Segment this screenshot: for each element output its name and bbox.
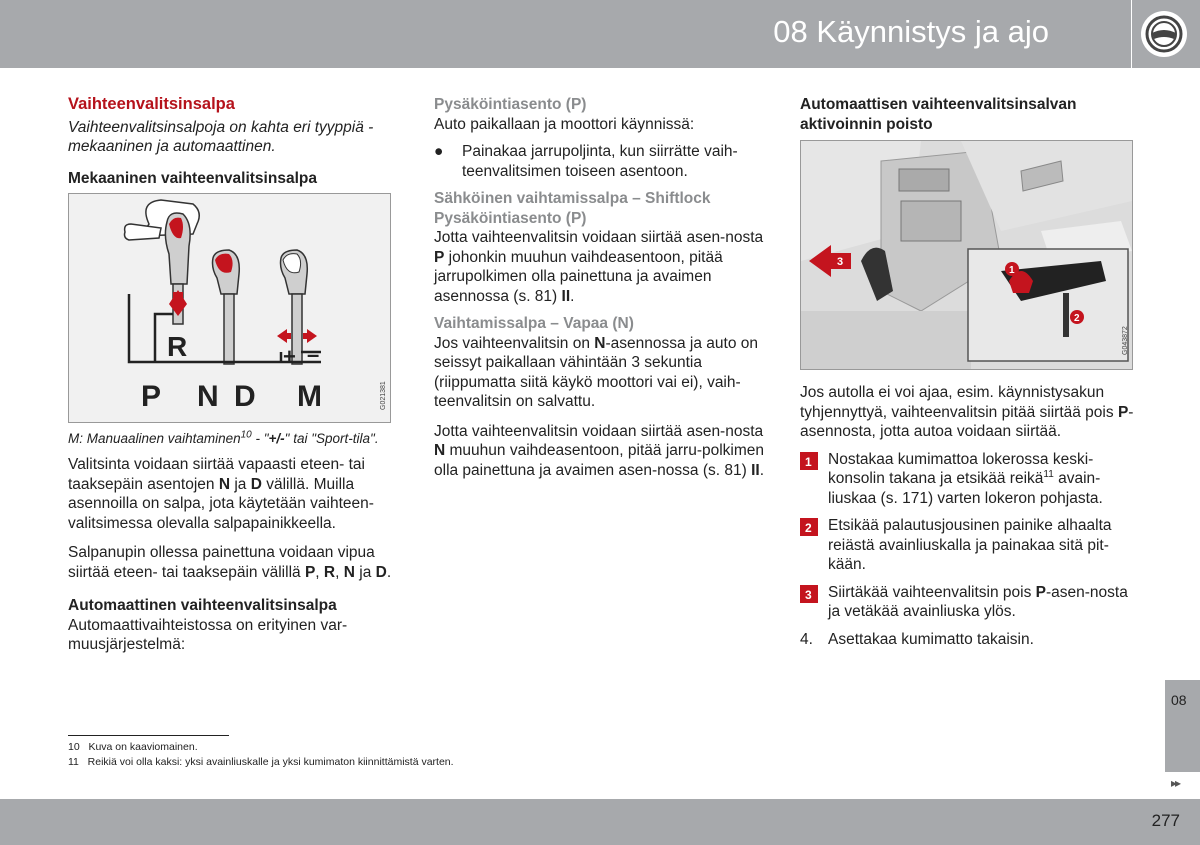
footnote-10	[68, 740, 568, 755]
gear-m-label: M	[297, 380, 322, 413]
text: -asennosta, jotta autoa voidaan siirtää.	[800, 403, 1134, 440]
console-photo	[800, 140, 1133, 370]
photo-step-3: 3	[837, 256, 844, 268]
chapter-title: 08 Käynnistys ja ajo	[773, 14, 1049, 49]
column-3	[800, 95, 1135, 649]
gear-lock-illustration	[68, 193, 391, 423]
heading-automatic-lock: Automaattinen vaihteenvalitsinsalpa	[68, 597, 337, 614]
text: Jos autolla ei voi ajaa, esim. käynnistysakun tyhjennyttyä, vaihteenvalitsin pitää siirtää pois	[800, 384, 1118, 421]
figure-caption	[68, 430, 393, 447]
footnote-number: 11	[68, 756, 79, 768]
gear-minus-label: –	[307, 342, 320, 367]
text: Valitsinta voidaan siirtää vapaasti eteen- tai taaksepäin asentojen	[68, 456, 365, 493]
caption-text-c: " tai "Sport-tila".	[284, 431, 379, 446]
heading-parking-position-2: Pysäköintiasento (P)	[434, 209, 587, 227]
intro-text: Vaihteenvalitsinsalpoja on kahta eri tyyppiä - mekaaninen ja automaattinen.	[68, 118, 374, 155]
step-2-number: 2	[805, 521, 812, 535]
step-2	[800, 516, 1135, 575]
steering-wheel-icon	[1141, 11, 1187, 57]
paragraph-1	[68, 455, 393, 533]
text: ,	[335, 563, 344, 581]
footnote-divider	[68, 735, 229, 736]
text-bold: N	[218, 475, 231, 493]
paragraph-2	[68, 543, 393, 582]
caption-text-a: M: Manuaalinen vaihtaminen	[68, 431, 241, 446]
text: ja	[230, 475, 251, 493]
text-bold: P	[434, 248, 445, 266]
caption-text-b: - "	[251, 431, 269, 446]
step-3	[800, 583, 1135, 622]
bullet-text: Painakaa jarrupoljinta, kun siirrätte vaih-teenvalitsimen toiseen asentoon.	[462, 143, 738, 180]
step-1-text-b: avain-liuskaa (s. 171) varten lokeron pohjasta.	[828, 470, 1103, 507]
text: -asen-nosta ja vetäkää avainliuska ylös.	[828, 583, 1128, 620]
text-bold: P	[1117, 403, 1129, 421]
photo-code: G043872	[1122, 326, 1129, 355]
text: ja	[354, 563, 376, 581]
gear-d-label: D	[234, 380, 256, 413]
text: .	[759, 461, 765, 479]
step-1-text-a: Nostakaa kumimattoa lokerossa keski-konsolin takana ja etsikää reikä	[828, 450, 1094, 487]
step-4-text: Asettakaa kumimatto takaisin.	[828, 630, 1034, 648]
step-2-icon	[800, 518, 818, 536]
gear-r-label: R	[167, 331, 188, 362]
column-2	[434, 95, 769, 480]
step-4	[800, 630, 1135, 650]
override-intro	[800, 383, 1135, 442]
gear-n-label: N	[197, 380, 219, 413]
text-bold: R	[323, 563, 336, 581]
step-1-icon	[800, 452, 818, 470]
step-4-number: 4.	[800, 630, 813, 648]
text-bold: D	[375, 563, 387, 581]
section-heading-gear-lock: Vaihteenvalitsinsalpa	[68, 95, 235, 113]
text: muuhun vaihdeasentoon, pitää jarru-polkimen olla painettuna ja avaimen asen-nossa (s. 81)	[434, 442, 765, 479]
heading-mechanical-lock: Mekaaninen vaihteenvalitsinsalpa	[68, 169, 317, 187]
step-1-number: 1	[805, 454, 812, 469]
paragraph-3: Automaattivaihteistossa on erityinen var-muusjärjestelmä:	[68, 616, 348, 653]
text-bold: P	[1035, 583, 1046, 601]
gear-plus-label: +	[283, 344, 296, 369]
caption-bold: +/-	[268, 431, 285, 446]
figure-code: G021381	[380, 381, 387, 410]
text-bold: N	[434, 442, 446, 459]
text-bold: P	[304, 563, 316, 581]
footnote-text: Reikiä voi olla kaksi: yksi avainliuskalle ja yksi kumimaton kiinnittämistä varten.	[87, 756, 454, 768]
neutral-text-2	[434, 422, 769, 481]
console-illustration	[801, 141, 1132, 369]
step-1	[800, 450, 1135, 509]
page-number: 277	[1151, 811, 1180, 830]
photo-step-2: 2	[1074, 313, 1080, 324]
step-1-footnote-ref: 11	[1043, 468, 1054, 480]
footnote-11	[68, 755, 568, 770]
column-1	[68, 95, 393, 655]
text: välillä. Muilla asennoilla on salpa, jota käytetään vaihteen-valitsimessa olevalla salpapainikkeella.	[68, 475, 374, 532]
text-bold: N	[343, 563, 355, 581]
text: Salpanupin ollessa painettuna voidaan vipua siirtää eteen- tai taaksepäin välillä	[68, 544, 375, 581]
text-bold: II	[751, 461, 760, 479]
text: Jos vaihteenvalitsin on	[434, 334, 595, 352]
shiftlock-text	[434, 228, 769, 306]
text-bold: D	[250, 475, 262, 493]
text: .	[570, 287, 575, 305]
parking-text: Auto paikallaan ja moottori käynnissä:	[434, 115, 695, 133]
caption-footnote-ref: 10	[240, 429, 252, 441]
side-tab-label: 08	[1171, 692, 1187, 708]
text-bold: II	[561, 287, 571, 305]
text: Jotta vaihteenvalitsin voidaan siirtää asen-nosta	[434, 229, 764, 246]
text: Jotta vaihteenvalitsin voidaan siirtää asen-nosta	[434, 422, 764, 440]
text: ,	[315, 563, 324, 581]
step-3-icon	[800, 585, 818, 603]
page-footer	[0, 799, 1200, 845]
text: Siirtäkää vaihteenvalitsin pois	[828, 583, 1036, 601]
text: .	[386, 563, 392, 581]
bullet-dot-icon: ●	[434, 143, 444, 160]
footnote-text: Kuva on kaaviomainen.	[88, 741, 198, 753]
heading-lock-override: Automaattisen vaihteenvalitsinsalvan aktivoinnin poisto	[800, 96, 1077, 133]
page-header	[0, 0, 1131, 68]
next-page-arrows-icon[interactable]: ▸▸	[1171, 776, 1180, 790]
chapter-side-tab[interactable]	[1165, 680, 1200, 772]
photo-step-1: 1	[1009, 265, 1015, 276]
gear-diagram	[69, 194, 390, 422]
text: johonkin muuhun vaihdeasentoon, pitää jarrupolkimen olla painettuna ja avaimen asennossa (s. 81)	[434, 248, 723, 305]
neutral-text-1	[434, 334, 769, 412]
bullet-item	[434, 142, 769, 181]
heading-parking-position: Pysäköintiasento (P)	[434, 96, 587, 113]
gear-p-label: P	[141, 380, 162, 413]
step-2-text: Etsikää palautusjousinen painike alhaalta reiästä avainliuskalla ja painakaa sitä pit-kään.	[828, 517, 1112, 573]
text: -asennossa ja auto on seissyt paikallaan vähintään 3 sekuntia (riippumatta siitä käykö moottori vai ei), vaih-teenvalitsin on salvattu.	[434, 334, 758, 410]
heading-neutral-lock: Vaihtamissalpa – Vapaa (N)	[434, 315, 634, 332]
step-3-number: 3	[805, 587, 812, 602]
footnotes	[68, 735, 568, 770]
text-bold: N	[594, 334, 606, 352]
footnote-number: 10	[68, 741, 80, 753]
heading-shiftlock: Sähköinen vaihtamissalpa – Shiftlock	[434, 190, 711, 207]
